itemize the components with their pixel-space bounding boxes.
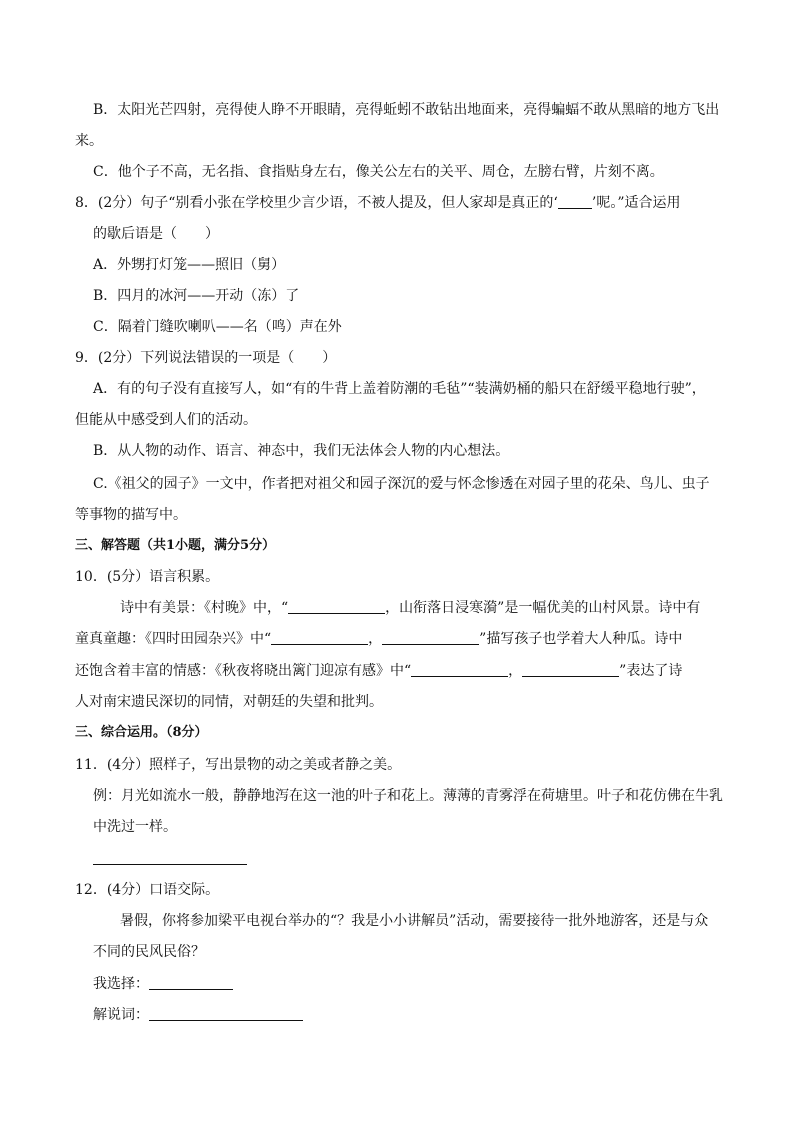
q12-prompt-line1: 暑假，你将参加梁平电视台举办的“？我是小小讲解员”活动，需要接待一批外地游客，还是与众	[120, 913, 709, 929]
q7-option-c: C．他个子不高，无名指、食指贴身左右，像关公左右的关平、周仓，左膀右臂，片刻不离。	[93, 164, 664, 180]
q11-answer-line[interactable]	[93, 864, 247, 865]
q10-line2-text-a: 童真童趣：《四时田园杂兴》中“	[75, 631, 272, 647]
q8-stem-part2: ’呢。”适合运用	[591, 195, 681, 211]
q10-line2-text-c: ”描写孩子也学着大人种瓜。诗中	[479, 631, 683, 647]
q8-answer-blank[interactable]	[558, 194, 592, 209]
q12-stem: 12．(4分）口语交际。	[75, 882, 220, 898]
q10-blank-2[interactable]	[271, 630, 368, 645]
q8-stem-line2: 的歇后语是（ ）	[93, 226, 219, 242]
q10-line3-text-a: 还饱含着丰富的情感：《秋夜将晓出篱门迎凉有感》中“	[75, 663, 412, 679]
q9-option-a-line1: A．有的句子没有直接写人，如“有的牛背上盖着防潮的毛毡”“装满奶桶的船只在舒缓平稳地行驶”，	[93, 381, 706, 397]
q10-line1-text-b: ，山衔落日浸寒漪”是一幅优美的山村风景。诗中有	[385, 600, 701, 616]
q9-option-c-line2: 等事物的描写中。	[75, 507, 187, 523]
q12-explain-row	[93, 1005, 303, 1025]
q12-choose-blank[interactable]	[149, 975, 233, 990]
q12-choose-row	[93, 974, 233, 994]
q9-option-c-line1: C.《祖父的园子》一文中，作者把对祖父和园子深沉的爱与怀念惨透在对园子里的花朵、鸟儿、虫子	[93, 476, 710, 492]
q12-explain-label: 解说词：	[93, 1007, 149, 1023]
q10-line3-comma: ，	[508, 663, 523, 679]
section-heading-answer: 三、解答题（共1小题，满分5分）	[75, 538, 276, 553]
q10-blank-3[interactable]	[382, 630, 479, 645]
q10-line4: 人对南宋遗民深切的同情，对朝廷的失望和批判。	[75, 694, 383, 710]
q10-line2-comma: ，	[368, 631, 383, 647]
q8-option-b: B．四月的冰河——开动（冻）了	[93, 288, 300, 304]
q10-line1	[120, 598, 700, 618]
q10-stem: 10．(5分）语言积累。	[75, 569, 220, 585]
q11-example-line2: 中洗过一样。	[93, 819, 177, 835]
q8-option-c: C．隔着门缝吹喇叭——名（鸣）声在外	[93, 319, 342, 335]
q10-blank-4[interactable]	[411, 662, 508, 677]
q12-choose-label: 我选择：	[93, 976, 149, 992]
q9-stem: 9．(2分）下列说法错误的一项是（ ）	[75, 350, 337, 366]
q7-option-b-line2: 来。	[75, 133, 103, 149]
q10-blank-5[interactable]	[522, 662, 619, 677]
q8-option-a: A．外甥打灯笼——照旧（舅）	[93, 257, 286, 273]
q9-option-b: B．从人物的动作、语言、神态中，我们无法体会人物的内心想法。	[93, 443, 510, 459]
q11-stem: 11．(4分）照样子，写出景物的动之美或者静之美。	[75, 757, 402, 773]
q10-line2	[75, 629, 682, 649]
q10-line3-text-c: ”表达了诗	[619, 663, 683, 679]
q9-option-a-line2: 但能从中感受到人们的活动。	[75, 412, 257, 428]
q10-line3	[75, 661, 682, 681]
q8-stem	[75, 193, 681, 213]
q11-example-line1: 例：月光如流水一般，静静地泻在这一池的叶子和花上。薄薄的青雾浮在荷塘里。叶子和花仿佛在牛乳	[93, 788, 723, 804]
q8-stem-part1: 8．(2分）句子“别看小张在学校里少言少语，不被人提及，但人家却是真正的‘	[75, 195, 558, 211]
q12-explain-blank[interactable]	[149, 1006, 303, 1021]
section-heading-application: 三、综合运用。（8分）	[75, 725, 208, 740]
q12-prompt-line2: 不同的民风民俗？	[93, 944, 205, 960]
q10-line1-text-a: 诗中有美景：《村晚》中，“	[120, 600, 289, 616]
q7-option-b-line1: B．太阳光芒四射，亮得使人睁不开眼睛，亮得蚯蚓不敢钻出地面来，亮得蝙蝠不敢从黑暗的地方飞出	[93, 102, 720, 118]
q10-blank-1[interactable]	[288, 599, 385, 614]
